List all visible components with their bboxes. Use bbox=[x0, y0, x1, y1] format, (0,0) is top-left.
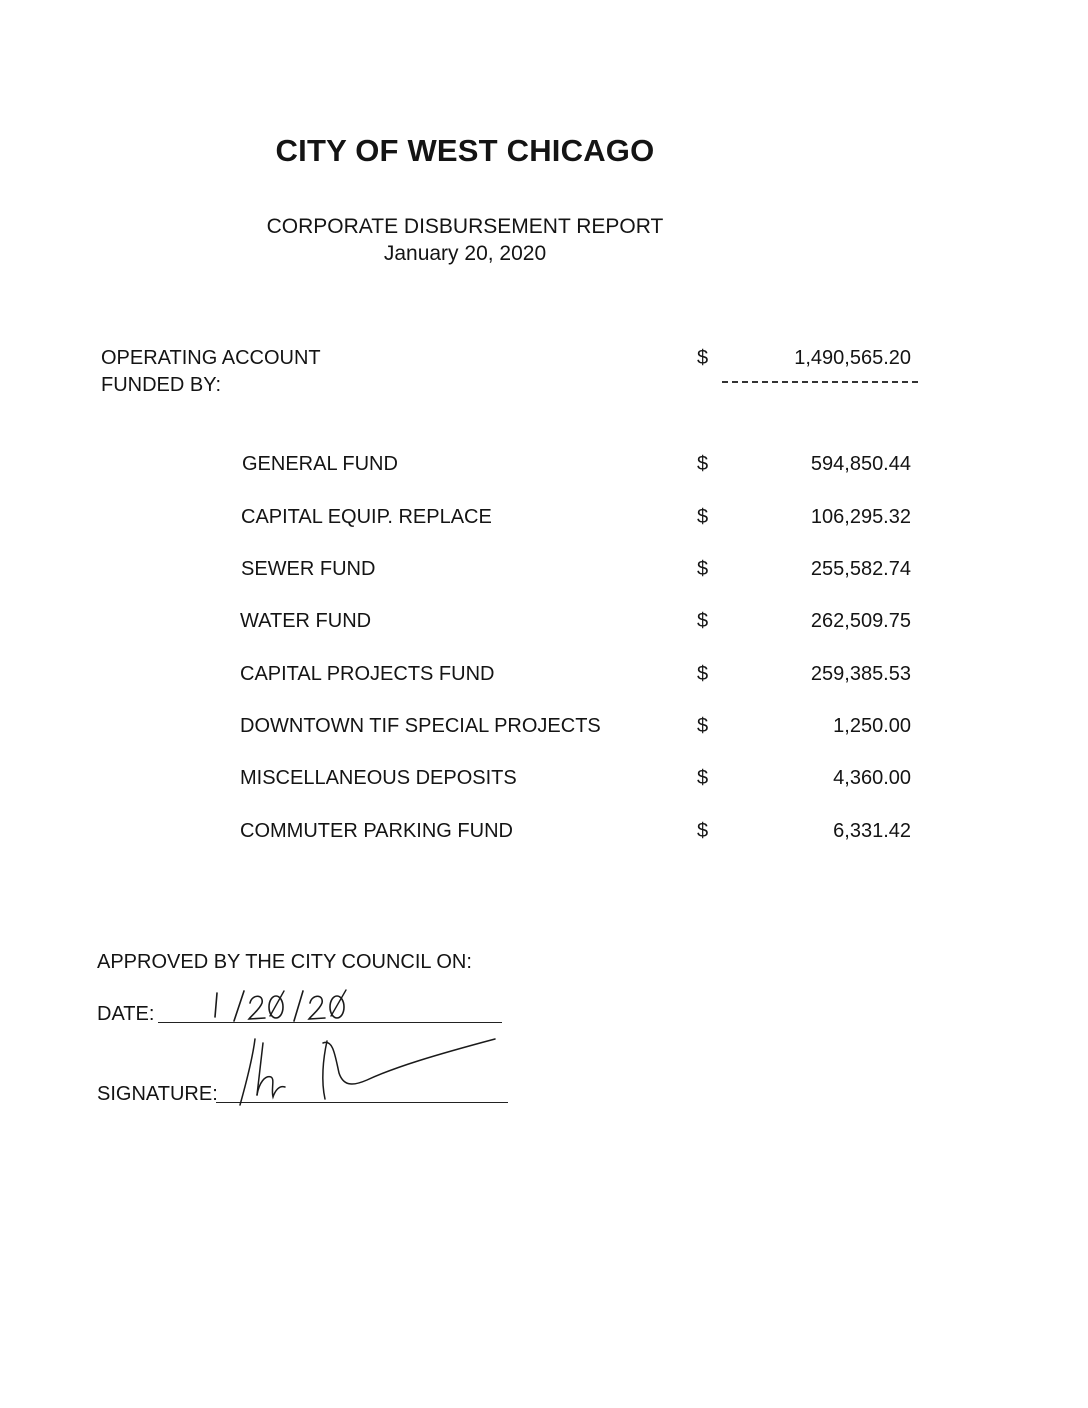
fund-name: GENERAL FUND bbox=[242, 453, 398, 475]
fund-currency: $ bbox=[697, 558, 709, 580]
dashed-divider bbox=[722, 381, 918, 383]
signature-label: SIGNATURE: bbox=[97, 1083, 218, 1105]
report-subtitle: CORPORATE DISBURSEMENT REPORT bbox=[266, 215, 664, 238]
report-title: CITY OF WEST CHICAGO bbox=[275, 133, 655, 168]
fund-name: SEWER FUND bbox=[241, 558, 376, 580]
fund-amount: 255,582.74 bbox=[810, 558, 911, 580]
fund-currency: $ bbox=[697, 767, 709, 789]
fund-name: DOWNTOWN TIF SPECIAL PROJECTS bbox=[240, 715, 601, 737]
operating-amount: 1,490,565.20 bbox=[794, 347, 911, 369]
fund-name: CAPITAL EQUIP. REPLACE bbox=[241, 506, 492, 528]
fund-amount: 1,250.00 bbox=[833, 715, 911, 737]
fund-currency: $ bbox=[697, 506, 709, 528]
fund-name: WATER FUND bbox=[240, 610, 372, 632]
fund-currency: $ bbox=[697, 453, 709, 475]
fund-amount: 4,360.00 bbox=[833, 767, 911, 789]
signature-mark bbox=[235, 1025, 505, 1110]
funded-by-label: FUNDED BY: bbox=[101, 374, 222, 396]
fund-name: COMMUTER PARKING FUND bbox=[240, 820, 513, 842]
date-label: DATE: bbox=[97, 1003, 155, 1025]
fund-name: MISCELLANEOUS DEPOSITS bbox=[240, 767, 517, 789]
handwritten-date bbox=[200, 985, 370, 1030]
fund-amount: 259,385.53 bbox=[810, 663, 911, 685]
fund-currency: $ bbox=[697, 715, 709, 737]
report-date: January 20, 2020 bbox=[383, 242, 547, 265]
fund-currency: $ bbox=[697, 820, 709, 842]
fund-amount: 262,509.75 bbox=[810, 610, 911, 632]
fund-amount: 594,850.44 bbox=[810, 453, 911, 475]
fund-amount: 6,331.42 bbox=[833, 820, 911, 842]
fund-amount: 106,295.32 bbox=[810, 506, 911, 528]
operating-currency: $ bbox=[697, 347, 709, 369]
fund-currency: $ bbox=[697, 610, 709, 632]
operating-account-label: OPERATING ACCOUNT bbox=[101, 347, 321, 369]
fund-currency: $ bbox=[697, 663, 709, 685]
fund-name: CAPITAL PROJECTS FUND bbox=[240, 663, 495, 685]
approval-heading: APPROVED BY THE CITY COUNCIL ON: bbox=[97, 951, 472, 973]
